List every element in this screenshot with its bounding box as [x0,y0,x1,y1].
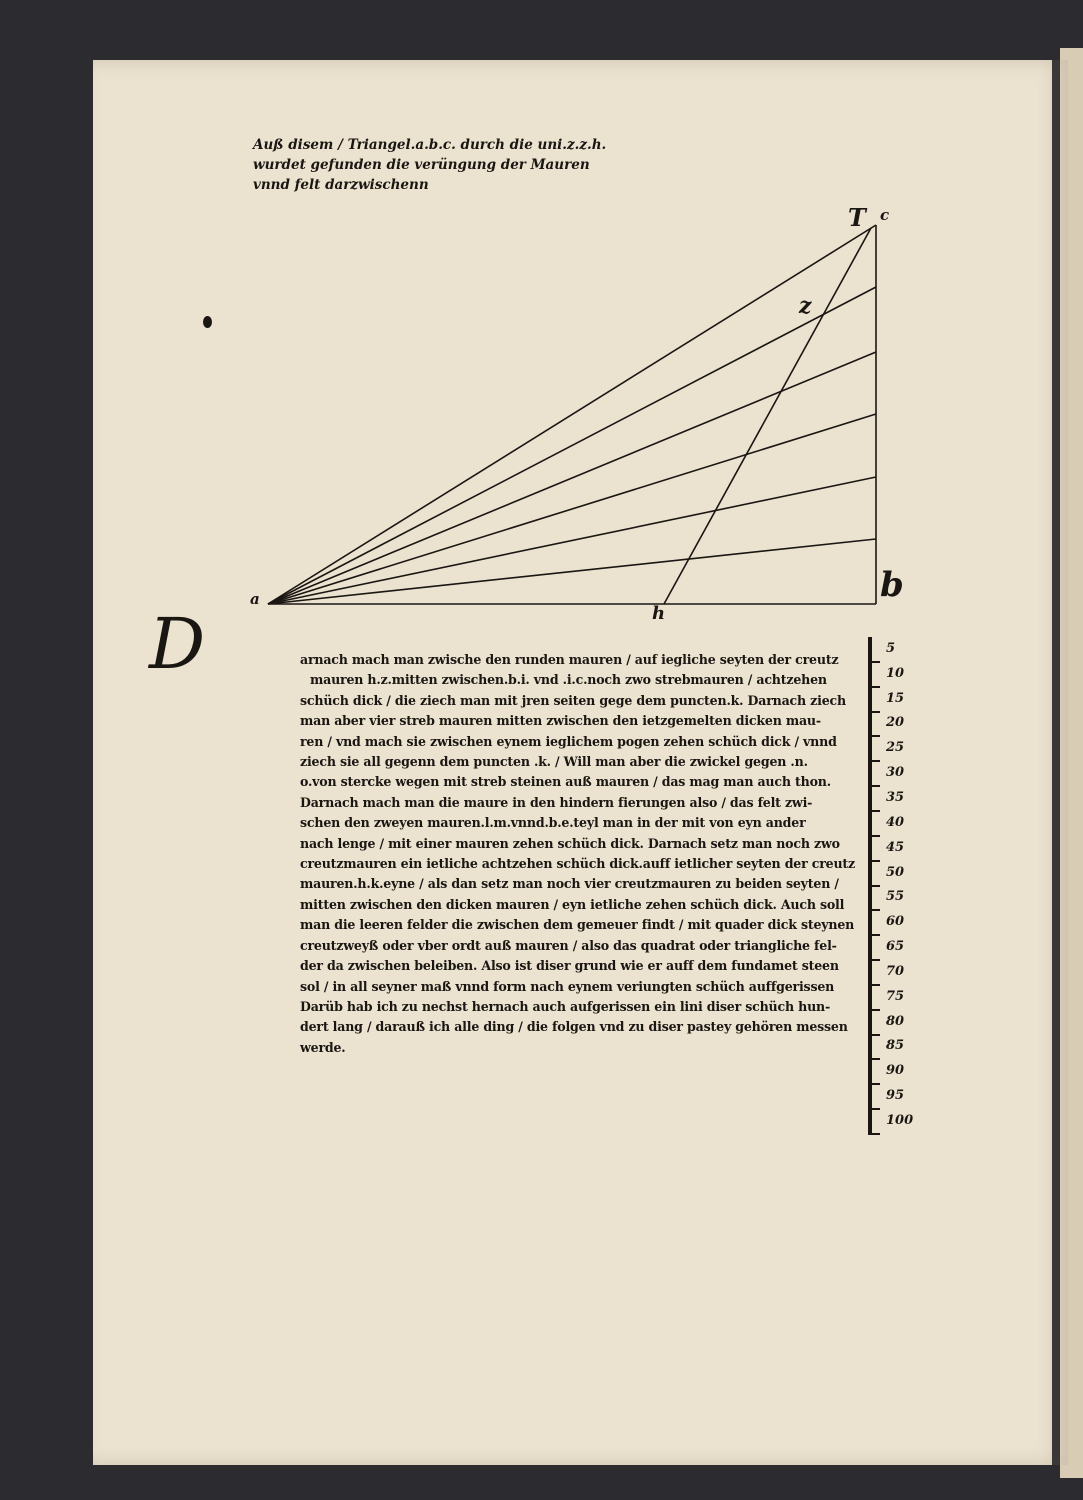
scale-number: 80 [886,1014,905,1029]
scale-tick [868,885,880,887]
ray-2 [268,352,876,604]
scale-tick [868,760,880,762]
label-b: b [880,565,904,605]
decorated-initial: D [148,603,206,685]
scale-number: 45 [886,840,905,855]
scale-tick [868,1133,880,1135]
body-text [212,650,855,1058]
scale-number: 90 [886,1063,905,1078]
text-line: dert lang / darauß ich alle ding / die folgen vnd zu diser pastey gehören messen [300,1019,848,1035]
scale-tick [868,909,880,911]
scale-number: 5 [886,641,896,656]
text-line: creutzmauren ein ietliche achtzehen schüch dick.auff ietlicher seyten der creutz [300,856,855,872]
text-line: mitten zwischen den dicken mauren / eyn ietliche zehen schüch dick. Auch soll [300,896,845,912]
text-line: creutzweyß oder vber ordt auß mauren / also das quadrat oder triangliche fel- [300,937,837,953]
caption-line-2: wurdet gefunden die verüngung der Mauren [253,157,590,173]
text-line: mauren.h.k.eyne / als dan setz man noch vier creutzmauren zu beiden seyten / [300,876,839,892]
label-z: z [799,293,812,319]
scale-tick [868,686,880,688]
scale-tick [868,1034,880,1036]
scale-number: 55 [886,889,905,904]
label-h: h [652,603,666,624]
scale-number: 50 [886,865,905,880]
scale-tick [868,661,880,663]
scale-tick [868,934,880,936]
scale-tick [868,1108,880,1110]
scale-tick [868,1058,880,1060]
text-line: mauren h.z.mitten zwischen.b.i. vnd .i.c.noch zwo strebmauren / achtzehen [310,672,827,688]
scale-tick [868,860,880,862]
scale-number: 100 [886,1113,914,1128]
text-line: Darüb hab ich zu nechst hernach auch aufgerissen ein lini diser schüch hun- [300,998,831,1014]
text-line: sol / in all seyner maß vnnd form nach eynem veriungten schüch auffgerissen [300,978,835,994]
text-line: o.von stercke wegen mit streb steinen auß mauren / das mag man auch thon. [300,774,831,790]
text-line: ziech sie all gegenn dem puncten .k. / Will man aber die zwickel gegen .n. [300,754,808,770]
line-h-c [664,228,871,604]
scale-tick [868,1083,880,1085]
scale-number: 40 [886,815,905,830]
text-line: Darnach mach man die maure in den hindern fierungen also / das felt zwi- [300,794,813,810]
scale-number: 35 [886,790,905,805]
caption-line-1: Auß disem / Triangel.a.b.c. durch die uni.z.z.h. [253,137,607,153]
scale-number: 25 [886,740,905,755]
scale-tick [868,785,880,787]
caption-line-3: vnnd felt darzwischenn [253,177,429,193]
text-line: schen den zweyen mauren.l.m.vnnd.b.e.teyl man in der mit von eyn ander [300,815,806,831]
scale-tick [868,835,880,837]
text-line: nach lenge / mit einer mauren zehen schüch dick. Darnach setz man noch zwo [300,835,840,851]
label-c: c [880,206,890,224]
scale-tick [868,959,880,961]
text-line: werde. [300,1039,346,1055]
text-line: man aber vier streb mauren mitten zwischen den ietzgemelten dicken mau- [300,713,821,729]
scale-tick [868,735,880,737]
ray-5 [268,539,876,604]
ray-1 [268,287,876,604]
scale-number: 60 [886,914,905,929]
scale-number: 10 [886,666,905,681]
text-line: arnach mach man zwische den runden mauren / auf iegliche seyten der creutz [300,652,839,667]
measurement-scale [868,637,928,1137]
scale-number: 70 [886,964,905,979]
scale-tick [868,711,880,713]
hypotenuse-a-c [268,225,876,604]
scale-tick [868,1009,880,1011]
scale-number: 95 [886,1088,905,1103]
text-line: schüch dick / die ziech man mit jren seiten gege dem puncten.k. Darnach ziech [300,692,846,708]
label-t: T [848,203,866,232]
scale-tick [868,984,880,986]
text-line: man die leeren felder die zwischen dem gemeuer findt / mit quader dick steynen [300,917,855,933]
scale-number: 65 [886,939,905,954]
ray-3 [268,414,876,604]
text-line: der da zwischen beleiben. Also ist diser grund wie er auff dem fundamet steen [300,958,839,974]
scale-number: 75 [886,989,905,1004]
scale-number: 30 [886,765,905,780]
ray-4 [268,477,876,604]
text-line: ren / vnd mach sie zwischen eynem ieglichem pogen zehen schüch dick / vnnd [300,733,837,749]
scale-tick [868,810,880,812]
scale-number: 85 [886,1038,905,1053]
ink-spot [203,316,212,328]
scale-number: 15 [886,691,905,706]
label-a: a [250,590,260,608]
scale-number: 20 [886,715,905,730]
